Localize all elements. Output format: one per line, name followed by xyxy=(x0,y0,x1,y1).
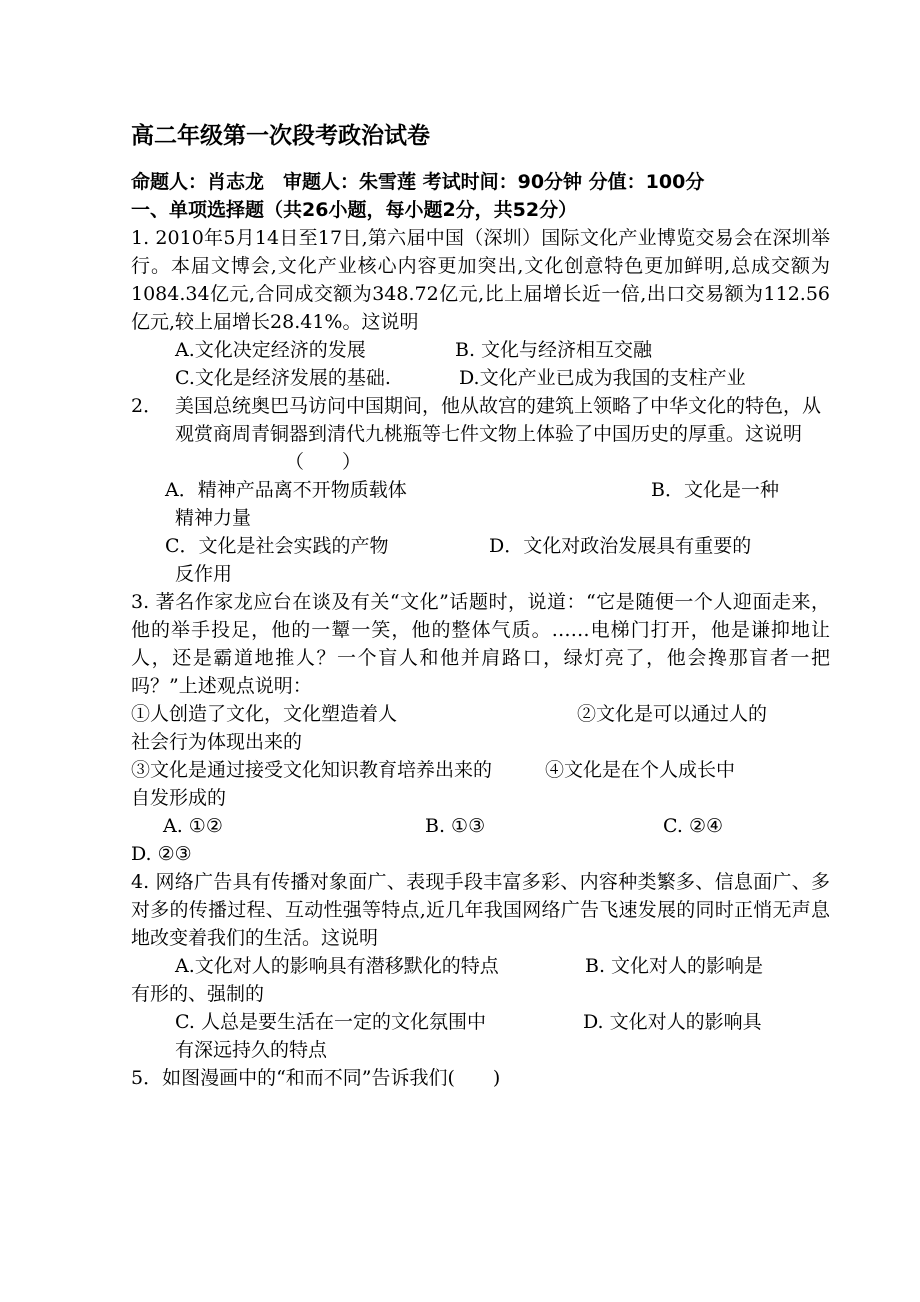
question-3-statement-2: ②文化是可以通过人的 xyxy=(577,703,768,725)
question-3-statement-4: ④文化是在个人成长中 xyxy=(545,759,736,781)
question-1-options-row1 xyxy=(131,336,830,364)
question-4-options-row1 xyxy=(131,952,830,980)
question-3-options-row xyxy=(131,812,830,840)
question-3-stem: 3. 著名作家龙应台在谈及有关“文化”话题时，说道：“它是随便一个人迎面走来，他的举手投足，他的一颦一笑，他的整体气质。……电梯门打开，他是谦抑地让人，还是霸道地推人？一个盲人和他并肩路口，绿灯亮了，他会搀那盲者一把吗？”上述观点说明： xyxy=(131,591,830,697)
question-2-option-b-cont: 精神力量 xyxy=(175,507,252,529)
question-2-option-d-cont: 反作用 xyxy=(175,563,233,585)
question-1 xyxy=(131,224,830,392)
question-2-option-d: D．文化对政治发展具有重要的 xyxy=(489,535,752,557)
question-3-statement-4-cont: 自发形成的 xyxy=(131,787,227,809)
question-3-option-c: C. ②④ xyxy=(663,815,724,837)
question-1-option-c: C.文化是经济发展的基础. xyxy=(175,367,391,389)
question-5-stem: 5．如图漫画中的“和而不同”告诉我们( ) xyxy=(131,1067,501,1089)
question-3-statement-2-cont: 社会行为体现出来的 xyxy=(131,731,303,753)
question-1-option-d: D.文化产业已成为我国的支柱产业 xyxy=(459,367,746,389)
question-4-option-c: C. 人总是要生活在一定的文化氛围中 xyxy=(175,1011,486,1033)
page-title: 高二年级第一次段考政治试卷 xyxy=(131,123,430,149)
question-2-stem: 美国总统奥巴马访问中国期间，他从故宫的建筑上领略了中华文化的特色，从观赏商周青铜器到清代九桃瓶等七件文物上体验了中国历史的厚重。这说明 xyxy=(175,395,822,445)
question-2-stem-block xyxy=(131,392,830,476)
question-2-options-row1 xyxy=(131,476,830,504)
question-1-option-a: A.文化决定经济的发展 xyxy=(175,339,366,361)
question-3-option-b: B. ①③ xyxy=(425,815,486,837)
question-4-option-b-cont: 有形的、强制的 xyxy=(131,983,265,1005)
question-2-option-a: A．精神产品离不开物质载体 xyxy=(165,479,407,501)
question-4-option-b: B. 文化对人的影响是 xyxy=(585,955,764,977)
question-4-stem: 4. 网络广告具有传播对象面广、表现手段丰富多彩、内容种类繁多、信息面广、多对多的传播过程、互动性强等特点,近几年我国网络广告飞速发展的同时正悄无声息地改变着我们的生活。这说明 xyxy=(131,871,830,949)
exam-meta: 命题人：肖志龙 审题人：朱雪莲 考试时间：90分钟 分值：100分 xyxy=(131,171,705,193)
question-2 xyxy=(131,392,830,588)
question-3-option-a: A. ①② xyxy=(163,815,223,837)
question-2-options-row2 xyxy=(131,532,830,560)
question-4-options-row2 xyxy=(131,1008,830,1036)
question-3-statements-row2 xyxy=(131,756,830,784)
question-4-option-d: D. 文化对人的影响具 xyxy=(583,1011,762,1033)
question-3-statement-3: ③文化是通过接受文化知识教育培养出来的 xyxy=(131,759,493,781)
question-2-option-b: B．文化是一种 xyxy=(651,479,779,501)
section-heading: 一、单项选择题（共26小题，每小题2分，共52分） xyxy=(131,199,578,221)
question-3 xyxy=(131,588,830,868)
question-4-option-d-cont: 有深远持久的特点 xyxy=(175,1039,328,1061)
question-2-option-c: C．文化是社会实践的产物 xyxy=(165,535,389,557)
question-2-paren: （ ） xyxy=(285,451,362,473)
question-3-statements-row1 xyxy=(131,700,830,728)
question-5 xyxy=(131,1064,830,1092)
question-2-number: 2． xyxy=(131,395,163,417)
question-3-option-d: D. ②③ xyxy=(131,843,192,865)
question-1-option-b: B. 文化与经济相互交融 xyxy=(455,339,653,361)
question-3-statement-1: ①人创造了文化，文化塑造着人 xyxy=(131,703,398,725)
question-1-options-row2 xyxy=(131,364,830,392)
question-4-option-a: A.文化对人的影响具有潜移默化的特点 xyxy=(175,955,499,977)
question-4 xyxy=(131,868,830,1064)
question-1-stem: 1. 2010年5月14日至17日,第六届中国（深圳）国际文化产业博览交易会在深圳举行。本届文博会,文化产业核心内容更加突出,文化创意特色更加鲜明,总成交额为1084.34亿元,合同成交额为348.72亿元,比上届增长近一倍,出口交易额为112.56亿元,较上届增长28.41%。这说明 xyxy=(131,227,830,333)
